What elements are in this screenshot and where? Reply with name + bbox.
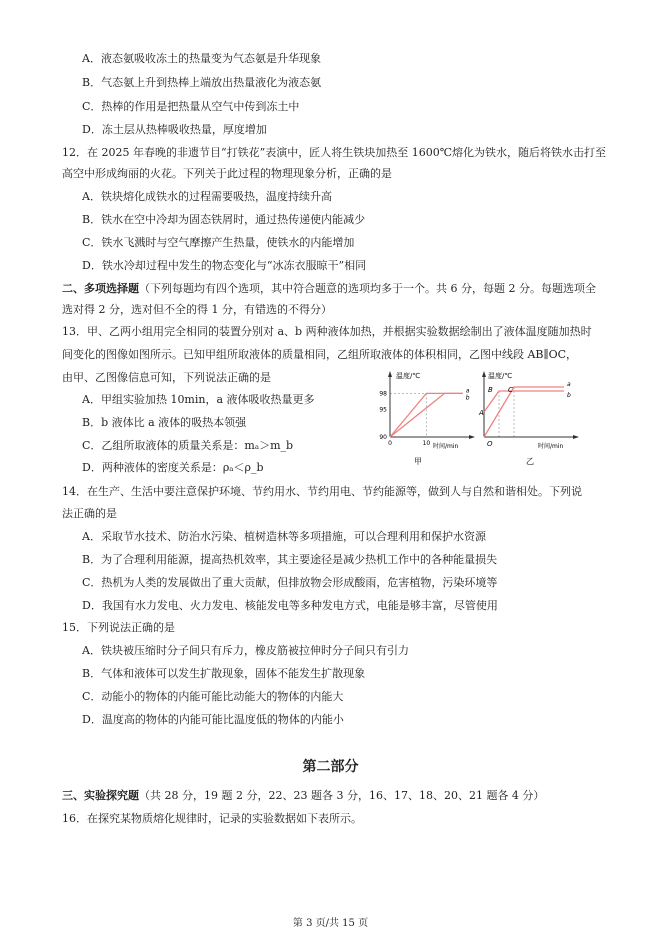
- chart-yi-title: 乙: [526, 457, 534, 466]
- chart-jia: [368, 368, 476, 468]
- chart-jia-xlabel: 时间/min: [433, 443, 459, 450]
- q11-option-c: C．热棒的作用是把热量从空气中传到冻土中: [82, 100, 300, 113]
- q15-option-a: A．铁块被压缩时分子间只有斥力，橡皮筋被拉伸时分子间只有引力: [82, 644, 409, 657]
- chart-yi-label-b: b: [567, 392, 571, 399]
- q11-option-d: D．冻土层从热棒吸收热量，厚度增加: [82, 123, 267, 136]
- q12-option-b: B．铁水在空中冷却为固态铁屑时，通过热传递使内能减少: [82, 213, 366, 226]
- part2-title: 第二部分: [302, 759, 359, 775]
- chart-yi-x-arrow: [573, 435, 579, 439]
- q14-stem-line2: 法正确的是: [62, 507, 117, 520]
- section3-desc: （共 28 分，19 题 2 分，22、23 题各 3 分，16、17、18、20、21 题各 4 分）: [139, 789, 545, 802]
- q15-option-b: B．气体和液体可以发生扩散现象，固体不能发生扩散现象: [82, 667, 366, 680]
- chart-jia-ytick-90: 90: [379, 434, 387, 441]
- chart-jia-xtick-10: 10: [422, 440, 431, 447]
- q11-option-b: B．气态氨上升到热棒上端放出热量液化为液态氨: [82, 76, 322, 89]
- q12-option-c: C．铁水飞溅时与空气摩擦产生热量，使铁水的内能增加: [82, 236, 355, 249]
- chart-jia-label-b: b: [465, 394, 470, 402]
- q15-stem: 15．下列说法正确的是: [62, 621, 175, 634]
- chart-yi: [476, 368, 584, 468]
- chart-yi-ylabel: 温度/℃: [488, 372, 513, 380]
- q14-option-b: B．为了合理利用能源，提高热机效率，其主要途径是减少热机工作中的各种能量损失: [82, 553, 498, 566]
- chart-jia-grid: [390, 393, 463, 437]
- chart-jia-svg: [368, 368, 476, 468]
- q15-option-c: C．动能小的物体的内能可能比动能大的物体的内能大: [82, 690, 344, 703]
- q13-option-a: A．甲组实验加热 10min，a 液体吸收热量更多: [82, 393, 315, 406]
- chart-jia-label-a: a: [465, 387, 470, 395]
- chart-jia-series: [390, 387, 470, 437]
- chart-jia-title: 甲: [414, 457, 422, 466]
- q12-stem-line2: 高空中形成绚丽的火花。下列关于此过程的物理现象分析，正确的是: [62, 167, 392, 180]
- chart-jia-ytick-95: 95: [379, 406, 387, 414]
- section2-desc-line2: 选对得 2 分，选对但不全的得 1 分，有错选的不得分）: [62, 303, 332, 316]
- section3-header: [62, 788, 544, 803]
- q14-stem-line1: 14．在生产、生活中要注意保护环境、节约用水、节约用电、节约能源等，做到人与自然和谐相处。下列说: [62, 485, 582, 498]
- q11-option-a: A．液态氨吸收冻土的热量变为气态氨是升华现象: [82, 52, 321, 65]
- section2-title: 二、多项选择题: [62, 282, 139, 295]
- page-footer: 第 3 页/共 15 页: [292, 918, 369, 929]
- q13-option-d: D．两种液体的密度关系是：ρₐ＜ρ_b: [82, 461, 264, 474]
- chart-jia-y-arrow: [388, 371, 392, 377]
- q12-option-a: A．铁块熔化成铁水的过程需要吸热，温度持续升高: [82, 190, 332, 203]
- q16-stem: 16．在探究某物质熔化规律时，记录的实验数据如下表所示。: [62, 812, 362, 825]
- chart-yi-series: [484, 381, 571, 437]
- chart-yi-svg: [476, 368, 584, 468]
- q15-option-d: D．温度高的物体的内能可能比温度低的物体的内能小: [82, 713, 344, 726]
- q13-stem-line2: 间变化的图像如图所示。已知甲组所取液体的质量相同，乙组所取液体的体积相同，乙图中线段 AB∥OC，: [62, 348, 578, 361]
- q12-stem-line1: 12．在 2025 年春晚的非遗节目“打铁花”表演中，匠人将生铁块加热至 1600℃熔化为铁水，随后将铁水击打至: [62, 146, 607, 159]
- q14-option-d: D．我国有水力发电、火力发电、核能发电等多种发电方式，电能是够丰富，尽管使用: [82, 599, 498, 612]
- section2-header: [62, 281, 596, 296]
- chart-yi-grid: [499, 387, 514, 437]
- section2-desc-line1: （下列每题均有四个选项，其中符合题意的选项均多于一个。共 6 分，每题 2 分。每题选项全: [139, 282, 596, 295]
- chart-yi-point-c: C: [508, 386, 513, 394]
- chart-yi-series-b: [484, 391, 564, 412]
- chart-jia-ylabel: 温度/℃: [396, 372, 421, 380]
- chart-yi-point-a: A: [479, 409, 484, 417]
- q13-stem-line1: 13．甲、乙两小组用完全相同的装置分别对 a、b 两种液体加热，并根据实验数据绘制出了液体温度随加热时: [62, 325, 592, 338]
- q13-stem-line3: 由甲、乙图像信息可知，下列说法正确的是: [62, 371, 271, 384]
- chart-yi-point-b: B: [488, 386, 493, 394]
- chart-yi-label-a: a: [567, 381, 571, 388]
- section3-title: 三、实验探究题: [62, 789, 139, 802]
- q13-option-c: C．乙组所取液体的质量关系是：mₐ＞m_b: [82, 439, 294, 452]
- chart-jia-x-arrow: [469, 435, 475, 439]
- chart-jia-xtick-0: 0: [388, 440, 392, 447]
- chart-yi-xlabel: 时间/min: [538, 443, 564, 450]
- chart-yi-y-arrow: [482, 371, 486, 377]
- chart-jia-ytick-98: 98: [379, 390, 387, 398]
- q13-option-b: B．b 液体比 a 液体的吸热本领强: [82, 416, 247, 429]
- q14-option-c: C．热机为人类的发展做出了重大贡献，但排放物会形成酸雨，危害植物，污染环境等: [82, 576, 498, 589]
- chart-yi-point-o: O: [487, 440, 493, 448]
- q12-option-d: D．铁水冷却过程中发生的物态变化与“冰冻衣服晾干”相同: [82, 259, 367, 272]
- q14-option-a: A．采取节水技术、防治水污染、植树造林等多项措施，可以合理利用和保护水资源: [82, 530, 486, 543]
